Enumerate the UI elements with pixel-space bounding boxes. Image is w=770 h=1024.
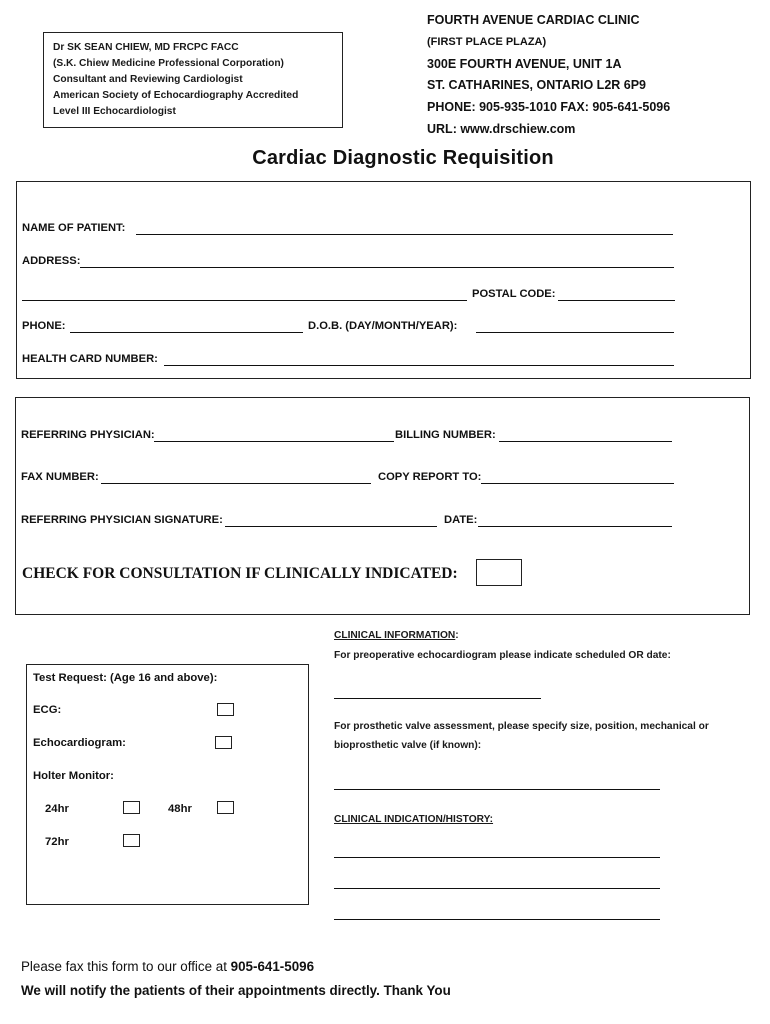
clinical-info-heading-row [334,630,459,641]
dob-label: D.O.B. (DAY/MONTH/YEAR): [308,320,458,332]
patient-name-label: NAME OF PATIENT: [22,222,126,234]
referring-physician-label: REFERRING PHYSICIAN: [21,429,155,441]
copy-report-field[interactable] [481,482,674,484]
address-line2-field[interactable] [22,299,467,301]
doctor-corporation: (S.K. Chiew Medicine Professional Corporation) [53,58,284,69]
ecg-label: ECG: [33,704,62,716]
doctor-info-box [43,32,343,128]
address-field[interactable] [80,266,674,268]
date-field[interactable] [478,525,672,527]
clinic-plaza: (FIRST PLACE PLAZA) [427,35,547,48]
doctor-level: Level III Echocardiologist [53,106,176,117]
health-card-label: HEALTH CARD NUMBER: [22,353,158,365]
referring-physician-field[interactable] [154,440,394,442]
fax-number-field[interactable] [101,482,371,484]
fax-instruction-number: 905-641-5096 [230,959,315,974]
date-row [444,514,477,526]
billing-number-row [395,429,496,441]
prosthetic-text-1: For prosthetic valve assessment, please specify size, position, mechanical or [334,721,709,732]
health-card-row [22,353,158,365]
echocardiogram-checkbox[interactable] [215,736,232,749]
postal-code-label: POSTAL CODE: [472,288,556,300]
phone-field[interactable] [70,331,303,333]
copy-report-label: COPY REPORT TO: [378,471,482,483]
fax-instruction [21,959,314,974]
address-label: ADDRESS: [22,255,81,267]
consultation-label: CHECK FOR CONSULTATION IF CLINICALLY INDICATED: [22,565,458,582]
billing-number-label: BILLING NUMBER: [395,429,496,441]
phone-row [22,320,66,332]
clinic-name: FOURTH AVENUE CARDIAC CLINIC [427,13,640,27]
clinic-street: 300E FOURTH AVENUE, UNIT 1A [427,56,622,71]
prosthetic-field[interactable] [334,788,660,790]
holter-72hr-label: 72hr [45,836,69,848]
signature-field[interactable] [225,525,437,527]
doctor-accreditation: American Society of Echocardiography Accredited [53,90,299,101]
notify-message: We will notify the patients of their appointments directly. Thank You [21,983,451,998]
doctor-role: Consultant and Reviewing Cardiologist [53,74,243,85]
consultation-checkbox[interactable] [476,559,522,586]
dob-row [308,320,457,332]
indication-heading: CLINICAL INDICATION/HISTORY: [334,814,494,825]
date-label: DATE: [444,514,478,526]
signature-label: REFERRING PHYSICIAN SIGNATURE: [21,514,223,526]
echocardiogram-label: Echocardiogram: [33,737,126,749]
referring-physician-row [21,429,155,441]
page-title: Cardiac Diagnostic Requisition [252,147,554,169]
clinic-url: URL: www.drschiew.com [427,121,576,136]
signature-row [21,514,223,526]
clinical-info-heading: CLINICAL INFORMATION [334,630,456,641]
test-request-section [26,664,309,905]
fax-instruction-text: Please fax this form to our office at [21,959,231,974]
address-row [22,255,80,267]
copy-report-row [378,471,481,483]
patient-name-row [22,222,125,234]
postal-code-field[interactable] [558,299,675,301]
prosthetic-text-2: bioprosthetic valve (if known): [334,740,482,751]
clinical-info-colon: : [455,630,459,641]
billing-number-field[interactable] [499,440,672,442]
clinic-city: ST. CATHARINES, ONTARIO L2R 6P9 [427,78,647,93]
indication-line-2[interactable] [334,887,660,889]
holter-24hr-label: 24hr [45,803,69,815]
fax-number-row [21,471,99,483]
doctor-name: Dr SK SEAN CHIEW, MD FRCPC FACC [53,42,239,53]
clinic-phone-fax: PHONE: 905-935-1010 FAX: 905-641-5096 [427,100,671,115]
fax-number-label: FAX NUMBER: [21,471,99,483]
patient-info-section [16,181,751,379]
dob-field[interactable] [476,331,674,333]
health-card-field[interactable] [164,364,674,366]
preop-date-field[interactable] [334,697,541,699]
holter-48hr-label: 48hr [168,803,192,815]
holter-48hr-checkbox[interactable] [217,801,234,814]
holter-24hr-checkbox[interactable] [123,801,140,814]
preop-text: For preoperative echocardiogram please indicate scheduled OR date: [334,650,671,661]
holter-monitor-label: Holter Monitor: [33,770,114,782]
indication-heading-row [334,814,493,825]
indication-line-3[interactable] [334,918,660,920]
clinic-info [427,10,670,141]
phone-label: PHONE: [22,320,66,332]
postal-code-row [472,288,556,300]
patient-name-field[interactable] [136,233,673,235]
holter-72hr-checkbox[interactable] [123,834,140,847]
indication-line-1[interactable] [334,856,660,858]
ecg-checkbox[interactable] [217,703,234,716]
test-request-heading: Test Request: (Age 16 and above): [33,672,218,684]
